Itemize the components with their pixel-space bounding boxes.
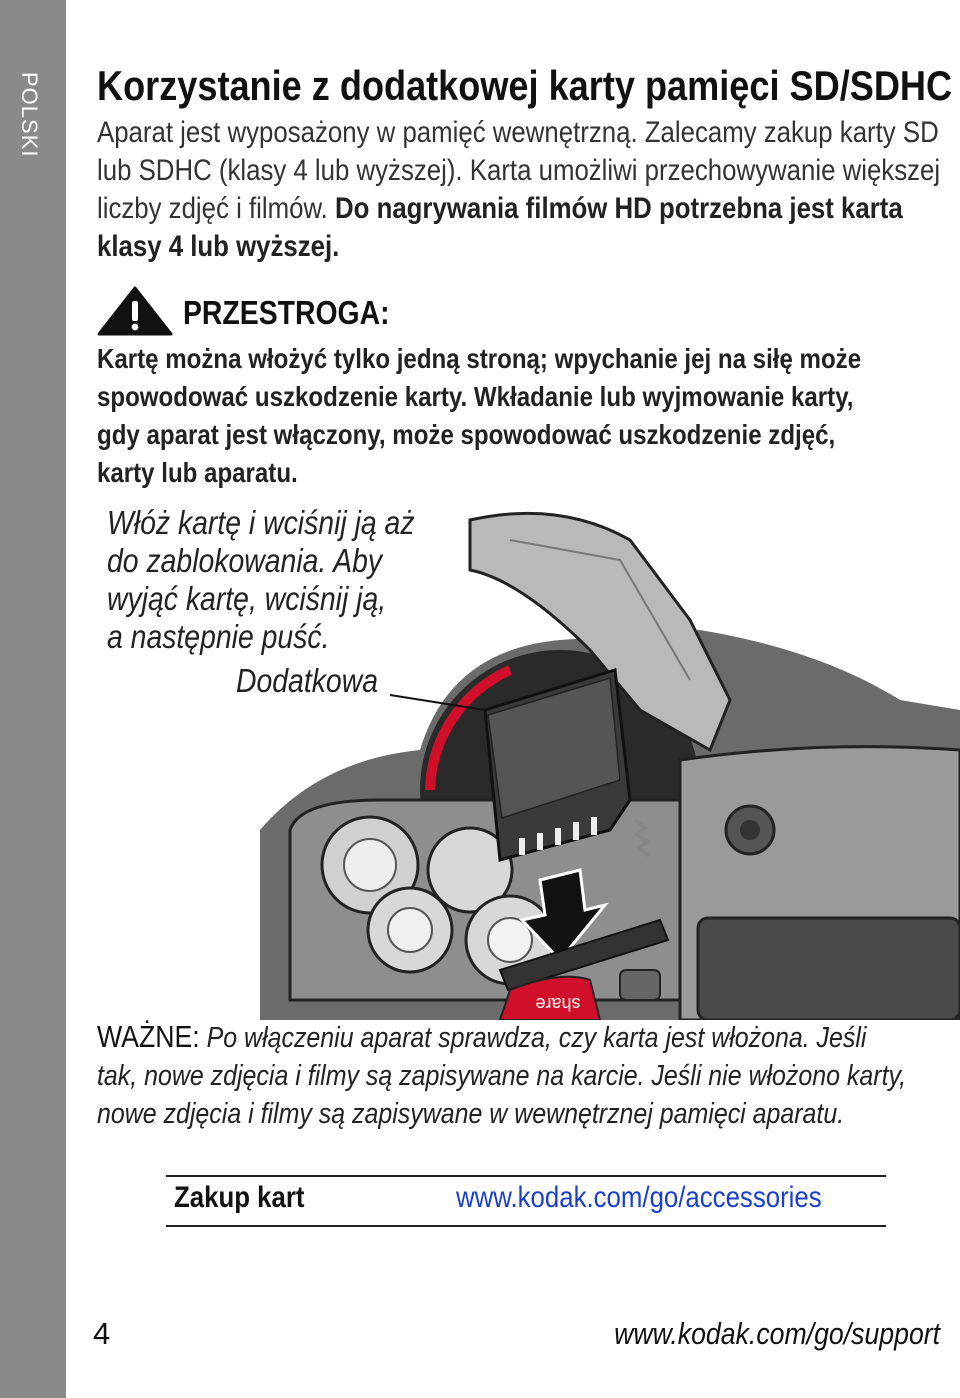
important-line: nowe zdjęcia i filmy są zapisywane w wewnętrznej pamięci aparatu. [97, 1098, 845, 1130]
page-title-text: Korzystanie z dodatkowej karty pamięci SD/SDHC [97, 62, 953, 109]
intro-line [97, 228, 854, 266]
card-callout-text: Dodatkowa [236, 662, 378, 699]
accessories-link[interactable] [456, 1181, 881, 1215]
purchase-label-text: Zakup kart [174, 1181, 305, 1214]
important-label: WAŻNE: [97, 1019, 200, 1054]
important-note [97, 1018, 960, 1133]
instruction-line: wyjąć kartę, wciśnij ją, [107, 580, 387, 617]
card-callout-label [236, 662, 401, 700]
important-line: tak, nowe zdjęcia i filmy są zapisywane na karcie. Jeśli nie włożono karty, [97, 1060, 907, 1092]
warning-triangle-icon [97, 286, 173, 336]
caution-line: karty lub aparatu. [97, 457, 298, 488]
intro-line: lub SDHC (klasy 4 lub wyższej). Karta umożliwi przechowywanie większej [97, 154, 941, 187]
caution-line: Kartę można włożyć tylko jedną stroną; wpychanie jej na siłę może [97, 343, 862, 374]
intro-line [97, 190, 903, 228]
caution-label-text: PRZESTROGA: [183, 294, 390, 331]
instruction-line: Włóż kartę i wciśnij ją aż [107, 504, 415, 541]
intro-bold-text: klasy 4 lub wyższej. [97, 230, 340, 263]
caution-line: gdy aparat jest włączony, może spowodować uszkodzenie zdjęć, [97, 419, 836, 450]
caution-text [97, 340, 960, 492]
purchase-label [174, 1181, 326, 1215]
language-tab-label: POLSKI [17, 72, 42, 158]
support-url[interactable] [561, 1316, 940, 1352]
intro-text: liczby zdjęć i filmów. [97, 192, 336, 225]
important-line [97, 1018, 867, 1057]
instruction-line: a następnie puść. [107, 618, 330, 655]
important-text: Po włączeniu aparat sprawdza, czy karta jest włożona. Jeśli [199, 1022, 867, 1054]
share-button-text: share [535, 994, 581, 1014]
caution-line: spowodować uszkodzenie karty. Wkładanie lub wyjmowanie karty, [97, 381, 854, 412]
language-sidebar-tab [0, 0, 66, 1398]
intro-line: Aparat jest wyposażony w pamięć wewnętrzną. Zalecamy zakup karty SD [97, 116, 939, 149]
insertion-instructions [107, 504, 465, 656]
instruction-line: do zablokowania. Aby [107, 542, 383, 579]
support-url-text[interactable]: www.kodak.com/go/support [613, 1316, 940, 1351]
page-number: 4 [93, 1316, 111, 1351]
page-title [97, 62, 960, 110]
intro-bold-text: Do nagrywania filmów HD potrzebna jest karta [335, 192, 903, 225]
purchase-cards-row [166, 1175, 886, 1227]
intro-paragraph [97, 114, 960, 266]
accessories-link-text[interactable]: www.kodak.com/go/accessories [456, 1181, 822, 1214]
caution-label [183, 294, 423, 332]
